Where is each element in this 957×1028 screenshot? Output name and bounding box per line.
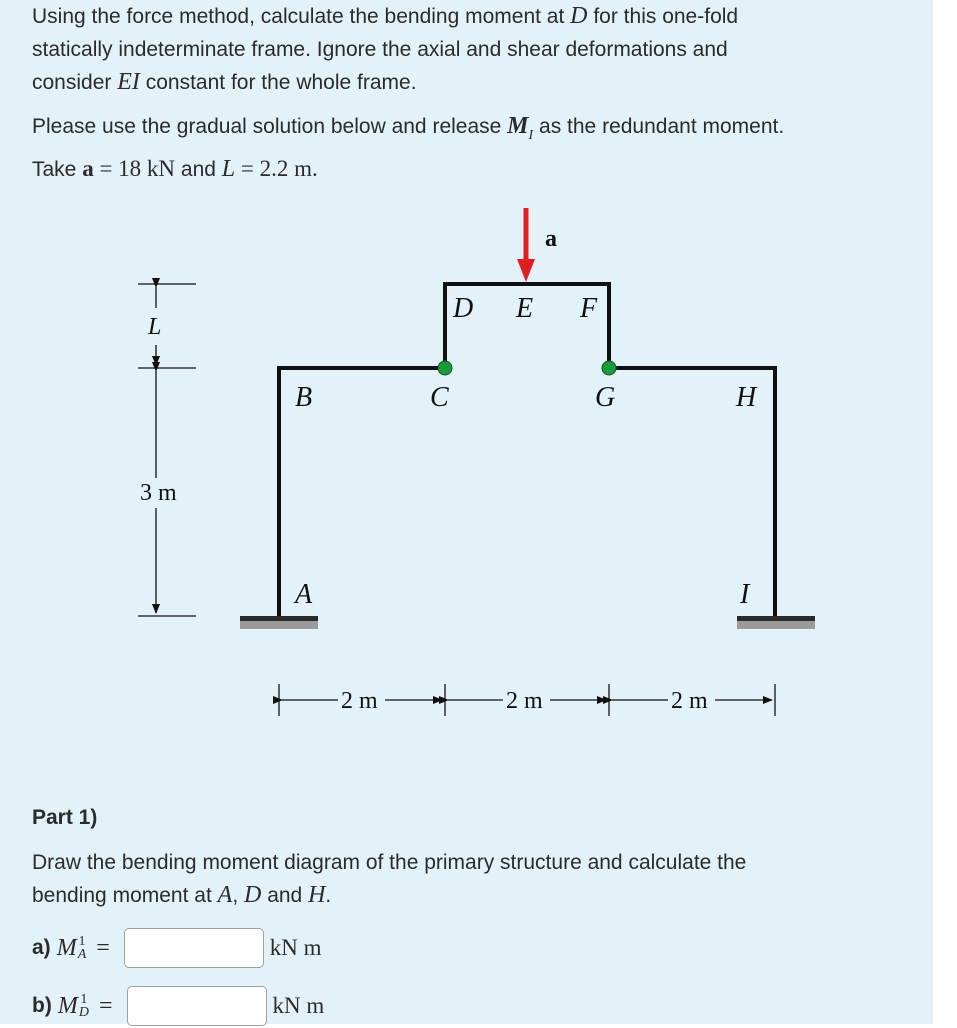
answer-row-b — [32, 984, 324, 1028]
math-D: D — [570, 3, 588, 29]
node-label-D: D — [453, 293, 474, 324]
node-label-E: E — [516, 293, 534, 324]
load-label: a — [545, 226, 557, 252]
node-label-B: B — [295, 382, 313, 413]
superscript: 1 — [78, 934, 86, 949]
subscript: D — [78, 1005, 89, 1020]
text: Please use the gradual solution below and release — [32, 115, 502, 138]
math-L: L — [221, 156, 236, 182]
math-D: D — [244, 882, 262, 908]
statement-line-2: statically indeterminate frame. Ignore the axial and shear deformations and — [32, 38, 728, 61]
equals-sign: = — [98, 992, 113, 1019]
part-line-1: Draw the bending moment diagram of the primary structure and calculate the — [32, 851, 747, 874]
text: Take — [32, 158, 77, 181]
part-line-2 — [32, 879, 912, 912]
text: Using the force method, calculate the bending moment at — [32, 5, 565, 28]
span-label-3: 2 m — [671, 688, 708, 714]
answer-label: a) — [32, 936, 51, 959]
math-sup-sub — [79, 993, 89, 1019]
span-label-1: 2 m — [341, 688, 378, 714]
math-sub-I: I — [528, 128, 534, 143]
unit-label: kN m — [272, 993, 325, 1018]
hinge-C — [438, 361, 452, 375]
math-M: M — [57, 992, 78, 1019]
frame-members — [279, 284, 775, 616]
answer-input-MA[interactable] — [124, 928, 264, 968]
text: and — [267, 884, 303, 907]
text: for this one-fold — [593, 5, 739, 28]
support-A — [240, 616, 318, 629]
text: . — [325, 884, 332, 907]
text: as the redundant moment. — [539, 115, 785, 138]
answer-row-a — [32, 926, 322, 970]
math-M: M — [56, 934, 77, 961]
text: constant for the whole frame. — [145, 71, 417, 94]
answer-label: b) — [32, 994, 52, 1017]
node-label-G: G — [595, 382, 616, 413]
node-label-A: A — [295, 579, 313, 610]
node-label-C: C — [430, 382, 449, 413]
node-label-F: F — [580, 293, 598, 324]
answer-input-MD[interactable] — [127, 986, 267, 1026]
math-sup-sub — [78, 935, 87, 961]
text: bending moment at — [32, 884, 212, 907]
span-label-2: 2 m — [506, 688, 543, 714]
math-a-value: = 18 kN — [93, 156, 176, 181]
support-I — [737, 616, 815, 629]
hinge-G — [602, 361, 616, 375]
unit-label: kN m — [269, 935, 322, 960]
node-label-I: I — [740, 579, 750, 610]
text: and — [180, 158, 216, 181]
part-description — [32, 846, 912, 912]
math-a: a — [82, 156, 94, 181]
math-EI: EI — [117, 69, 140, 95]
math-A: A — [217, 882, 233, 908]
superscript: 1 — [80, 992, 88, 1007]
equals-sign: = — [96, 934, 110, 961]
page-margin — [933, 0, 957, 1024]
subscript: A — [77, 947, 87, 962]
math-H: H — [308, 882, 326, 908]
text: , — [232, 884, 239, 907]
dimension-label-L: L — [148, 314, 162, 340]
dimension-label-3m: 3 m — [140, 480, 177, 506]
math-M: M — [507, 113, 529, 139]
node-label-H: H — [736, 382, 757, 413]
part-title: Part 1) — [32, 806, 98, 829]
vertical-dimensions — [138, 284, 196, 616]
math-L-value: = 2.2 m. — [235, 156, 318, 181]
text: consider — [32, 71, 112, 94]
load-arrow — [517, 208, 535, 282]
